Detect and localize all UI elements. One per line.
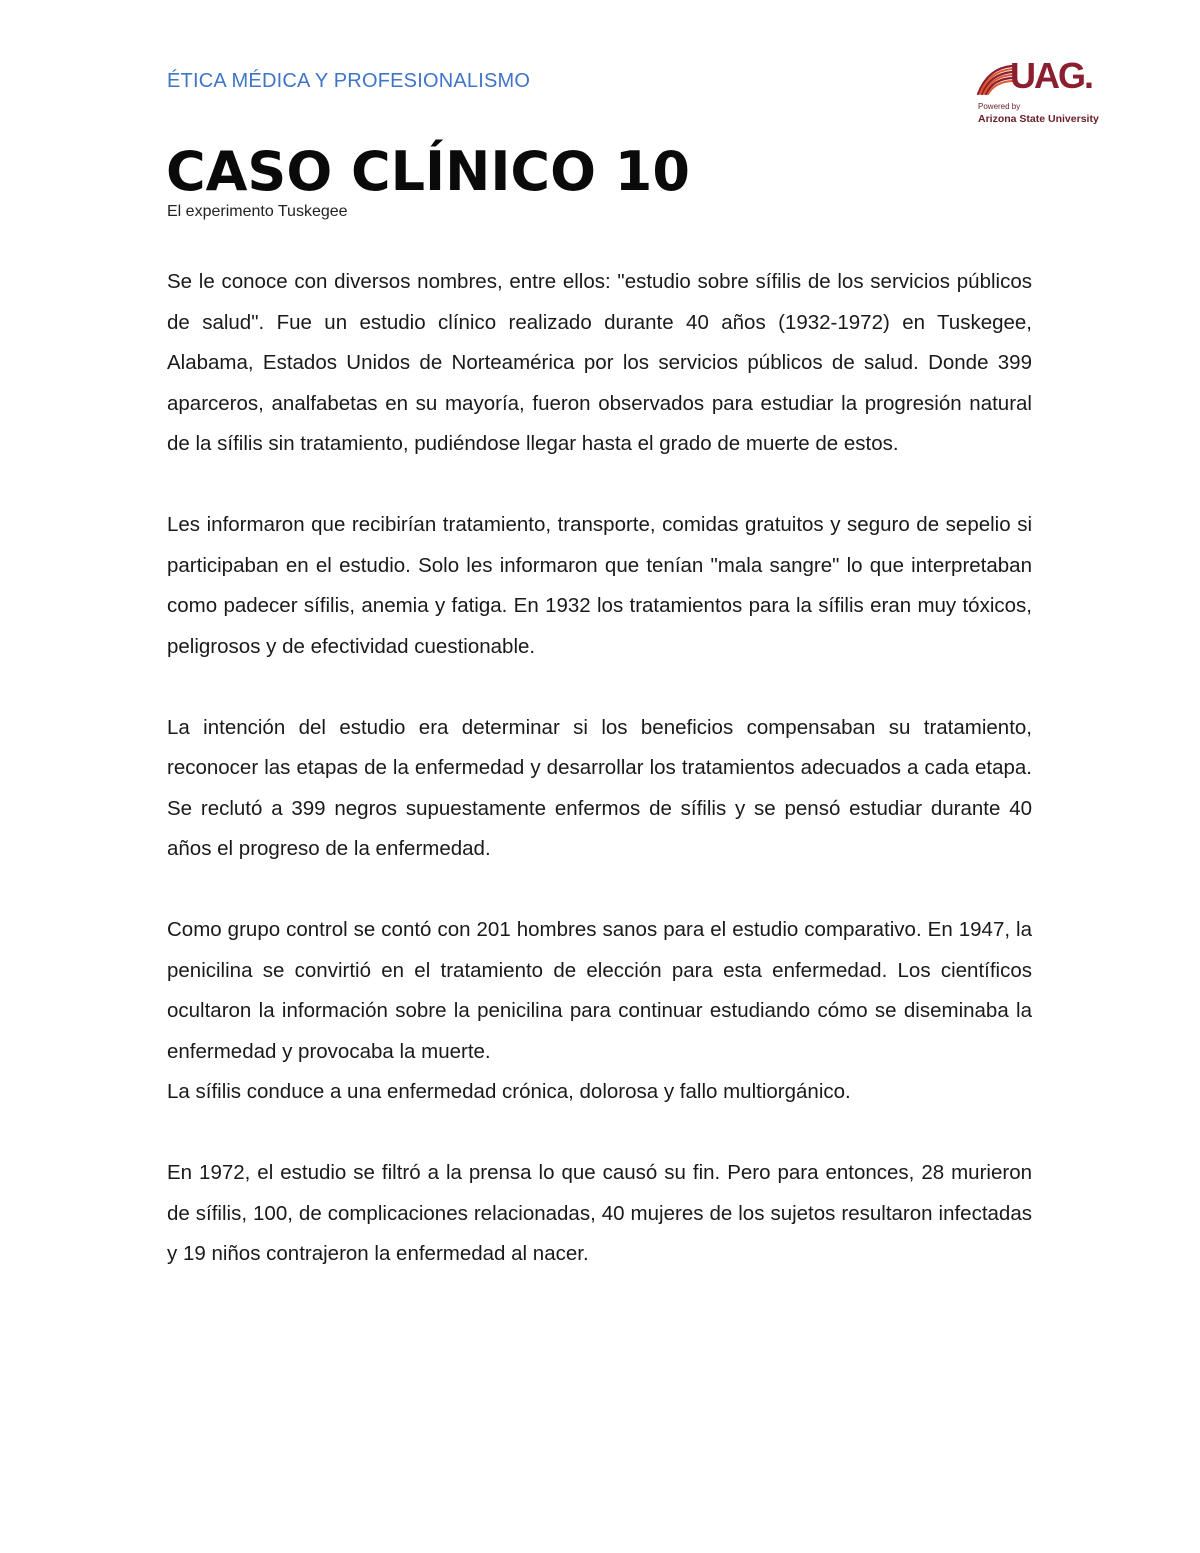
uag-logo bbox=[970, 56, 1105, 136]
document-body bbox=[167, 262, 1032, 1315]
logo-powered-by: Powered by bbox=[978, 102, 1021, 111]
paragraph: La intención del estudio era determinar si los beneficios compensaban su tratamiento, reconocer las etapas de la enfermedad y desarrollar los tratamientos adecuados a cada etapa. Se reclutó a 399 negros supuestamente enfermos de sífilis y se pensó estudiar durante 40 años el progreso de la enfermedad. bbox=[167, 715, 1032, 860]
page-subtitle: El experimento Tuskegee bbox=[167, 203, 348, 220]
paragraph: La sífilis conduce a una enfermedad crónica, dolorosa y fallo multiorgánico. bbox=[167, 1080, 851, 1103]
logo-partner: Arizona State University bbox=[978, 113, 1099, 125]
paragraph: Como grupo control se contó con 201 hombres sanos para el estudio comparativo. En 1947, la penicilina se convirtió en el tratamiento de elección para esta enfermedad. Los científicos ocultaron la información sobre la penicilina para continuar estudiando cómo se diseminaba la enfermedad y provocaba la muerte. bbox=[167, 918, 1032, 1063]
paragraph: En 1972, el estudio se filtró a la prensa lo que causó su fin. Pero para entonces, 28 murieron de sífilis, 100, de complicaciones relacionadas, 40 mujeres de los sujetos resultaron infectadas y 19 niños contrajeron la enfermedad al nacer. bbox=[167, 1161, 1032, 1265]
logo-brand: UAG. bbox=[1010, 55, 1092, 96]
course-title: ÉTICA MÉDICA Y PROFESIONALISMO bbox=[167, 70, 531, 92]
page-title: CASO CLÍNICO 10 bbox=[166, 140, 690, 203]
paragraph: Se le conoce con diversos nombres, entre ellos: "estudio sobre sífilis de los servicios públicos de salud". Fue un estudio clínico realizado durante 40 años (1932-1972) en Tuskegee, Alabama, Estados Unidos de Norteamérica por los servicios públicos de salud. Donde 399 aparceros, analfabetas en su mayoría, fueron observados para estudiar la progresión natural de la sífilis sin tratamiento, pudiéndose llegar hasta el grado de muerte de estos. bbox=[167, 270, 1032, 455]
paragraph: Les informaron que recibirían tratamiento, transporte, comidas gratuitos y seguro de sepelio si participaban en el estudio. Solo les informaron que tenían "mala sangre" lo que interpretaban como padecer sífilis, anemia y fatiga. En 1932 los tratamientos para la sífilis eran muy tóxicos, peligrosos y de efectividad cuestionable. bbox=[167, 513, 1032, 658]
sunburst-icon bbox=[974, 58, 1014, 98]
